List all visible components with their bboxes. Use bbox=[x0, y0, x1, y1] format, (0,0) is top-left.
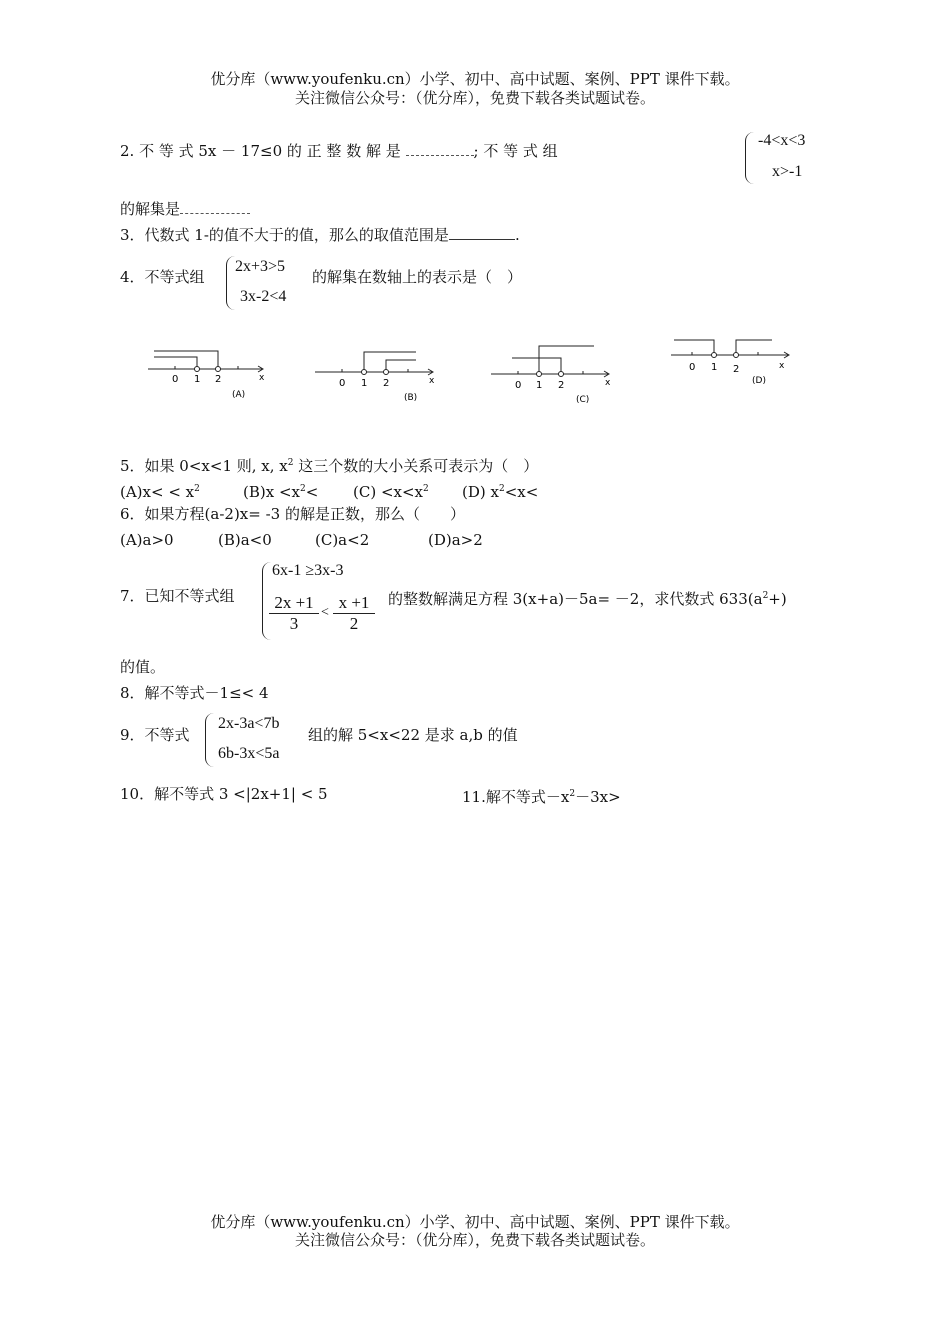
q9-text-b: 组的解 5<x<22 是求 a,b 的值 bbox=[308, 726, 518, 744]
q2-system-line-2: x>-1 bbox=[772, 163, 803, 180]
tick-1: 1 bbox=[711, 362, 718, 373]
q7-less-than: < bbox=[321, 605, 329, 620]
q5-opt-d-sup: 2 bbox=[498, 484, 505, 494]
q7-frac1-num: 2x +1 bbox=[269, 593, 319, 614]
q2-system-line-1: -4<x<3 bbox=[758, 132, 806, 149]
q2-text-b: ; 不 等 式 组 bbox=[473, 142, 558, 160]
tick-2: 2 bbox=[558, 380, 565, 391]
q7-text-a: 7．已知不等式组 bbox=[120, 587, 235, 605]
q4-system-line-1: 2x+3>5 bbox=[235, 258, 286, 275]
q11-sup: 2 bbox=[569, 789, 576, 799]
q5-opt-b-sup: 2 bbox=[299, 484, 306, 494]
q5-opt-b-end: < bbox=[305, 483, 319, 501]
axis-label: x bbox=[779, 361, 785, 371]
q9-text-a: 9．不等式 bbox=[120, 726, 190, 744]
tick-1: 1 bbox=[361, 378, 368, 389]
q5-option-b bbox=[243, 480, 318, 501]
tick-1: 1 bbox=[536, 380, 543, 391]
q5-opt-a-sup: 2 bbox=[194, 484, 200, 494]
tick-2: 2 bbox=[215, 374, 222, 385]
q4-brace bbox=[226, 256, 235, 310]
tick-1: 1 bbox=[194, 374, 201, 385]
q6-option-a: (A)a>0 bbox=[120, 531, 174, 549]
q7-fraction-1 bbox=[269, 593, 319, 634]
question-10-text: 10．解不等式 3 <|2x+1| < 5 bbox=[120, 785, 328, 803]
number-line-c bbox=[486, 340, 626, 410]
q7-text-c: 的值。 bbox=[120, 658, 166, 676]
q2-brace bbox=[745, 132, 754, 184]
q7-sup: 2 bbox=[762, 591, 769, 601]
axis-label: x bbox=[259, 373, 265, 383]
q6-option-c: (C)a<2 bbox=[315, 531, 370, 549]
option-label: (A) bbox=[232, 390, 246, 400]
q6-option-b: (B)a<0 bbox=[218, 531, 272, 549]
q7-fraction-2 bbox=[333, 593, 375, 634]
question-11-text bbox=[462, 785, 621, 806]
q5-opt-a: (A)x< < x bbox=[120, 483, 195, 501]
tick-2: 2 bbox=[383, 378, 390, 389]
q7-frac2-num: x +1 bbox=[333, 593, 375, 614]
q5-opt-b: (B)x <x bbox=[243, 483, 300, 501]
q4-system-line-2: 3x-2<4 bbox=[240, 288, 287, 305]
q5-option-a bbox=[120, 480, 200, 501]
q3-blank bbox=[449, 227, 515, 240]
question-5-text bbox=[120, 454, 538, 475]
number-line-d bbox=[666, 330, 806, 400]
tick-2: 2 bbox=[733, 364, 740, 375]
tick-0: 0 bbox=[172, 374, 179, 385]
q2-text-a: 2. 不 等 式 5x － 17≤0 的 正 整 数 解 是 bbox=[120, 142, 401, 160]
q5-opt-c: (C) <x<x bbox=[353, 483, 424, 501]
number-line-a bbox=[140, 335, 280, 405]
footer-line-1: 优分库（www.youfenku.cn）小学、初中、高中试题、案例、PPT 课件下载。 bbox=[210, 1213, 740, 1231]
q2-text-c: 的解集是 bbox=[120, 200, 181, 218]
option-label: (B) bbox=[404, 393, 418, 403]
q5-opt-d: (D) x bbox=[462, 483, 499, 501]
q7-frac1-den: 3 bbox=[289, 614, 299, 633]
footer-line-2: 关注微信公众号：（优分库），免费下载各类试题试卷。 bbox=[294, 1231, 655, 1249]
q3-text: 3．代数式 1-的值不大于的值，那么的取值范围是 bbox=[120, 226, 449, 244]
q5-sup: 2 bbox=[287, 458, 294, 468]
q11-text-end: －3x> bbox=[575, 788, 621, 806]
q9-brace bbox=[205, 713, 214, 767]
q7-text-b-end: +) bbox=[768, 590, 787, 608]
q5-text-b: 这三个数的大小关系可表示为（ ） bbox=[293, 457, 539, 475]
q2-blank-1 bbox=[406, 143, 474, 156]
question-8-text: 8．解不等式－1≤< 4 bbox=[120, 684, 269, 702]
header-line-2: 关注微信公众号：（优分库），免费下载各类试题试卷。 bbox=[294, 89, 655, 107]
q4-text-b: 的解集在数轴上的表示是（ ） bbox=[312, 268, 523, 286]
q7-system-line-1: 6x-1 ≥3x-3 bbox=[272, 562, 344, 579]
q7-text-b-span: 的整数解满足方程 3(x+a)－5a= －2，求代数式 633(a bbox=[388, 590, 763, 608]
q5-option-c bbox=[353, 480, 429, 501]
question-2-text-c bbox=[120, 200, 250, 218]
q5-text: 5．如果 0<x<1 则, x, x bbox=[120, 457, 288, 475]
q4-text-a: 4．不等式组 bbox=[120, 268, 205, 286]
q5-opt-d-end: <x< bbox=[504, 483, 539, 501]
q2-blank-2 bbox=[180, 201, 250, 214]
q5-opt-c-sup: 2 bbox=[423, 484, 429, 494]
option-label: (C) bbox=[576, 395, 590, 405]
question-2-text bbox=[120, 142, 558, 160]
option-label: (D) bbox=[752, 376, 766, 386]
q11-text: 11.解不等式－x bbox=[462, 788, 570, 806]
question-3-text bbox=[120, 226, 520, 244]
q7-text-b bbox=[388, 587, 787, 608]
axis-label: x bbox=[429, 376, 435, 386]
axis-label: x bbox=[605, 378, 611, 388]
number-line-b bbox=[310, 338, 450, 408]
q5-option-d bbox=[462, 480, 538, 501]
q7-frac2-den: 2 bbox=[349, 614, 359, 633]
q3-end: . bbox=[514, 226, 520, 244]
question-6-text: 6．如果方程(a-2)x= -3 的解是正数，那么（ ） bbox=[120, 505, 465, 523]
tick-0: 0 bbox=[515, 380, 522, 391]
q6-option-d: (D)a>2 bbox=[428, 531, 483, 549]
header-line-1: 优分库（www.youfenku.cn）小学、初中、高中试题、案例、PPT 课件下载。 bbox=[210, 70, 740, 88]
tick-0: 0 bbox=[689, 362, 696, 373]
q9-system-line-1: 2x-3a<7b bbox=[218, 715, 280, 732]
q9-system-line-2: 6b-3x<5a bbox=[218, 745, 280, 762]
tick-0: 0 bbox=[339, 378, 346, 389]
